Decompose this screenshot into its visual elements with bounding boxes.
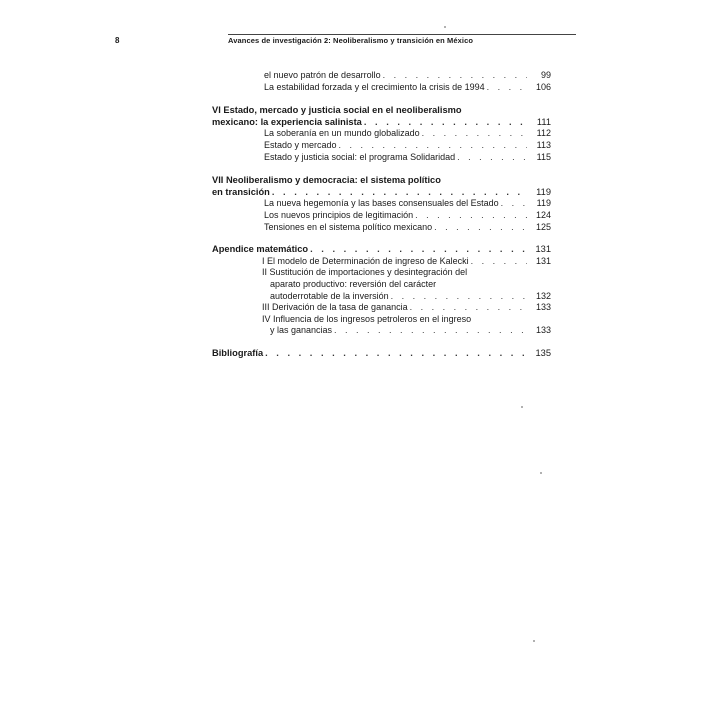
toc-entry-label: y las ganancias (270, 325, 333, 336)
spacer (212, 163, 551, 175)
toc-entry-label: I El modelo de Determinación de ingreso de Kalecki (262, 255, 469, 266)
toc-entry-label: La estabilidad forzada y el crecimiento la crisis de 1994 (264, 81, 485, 92)
scan-speck (540, 472, 542, 474)
chapter-heading-label: mexicano: la experiencia salinista (212, 116, 362, 127)
toc-entry (212, 302, 551, 314)
chapter-heading (212, 348, 551, 360)
toc-entry-page: 135 (535, 347, 551, 358)
leader-dots (487, 82, 527, 94)
toc-entry-page: 124 (535, 209, 551, 220)
scan-speck (533, 640, 535, 642)
toc-entry (212, 70, 551, 82)
toc-entry (212, 210, 551, 222)
toc-entry-page: 119 (536, 198, 551, 209)
toc-entry-label: La nueva hegemonía y las bases consensuales del Estado (264, 198, 499, 209)
chapter-heading (212, 244, 551, 256)
toc-entry-label: III Derivación de la tasa de ganancia (262, 302, 408, 313)
spacer (212, 337, 551, 348)
running-head: Avances de investigación 2: Neoliberalismo y transición en México (228, 36, 474, 45)
toc-entry-page: 133 (535, 325, 551, 336)
toc-entry-page: 115 (536, 151, 551, 162)
header-rule (228, 34, 576, 35)
leader-dots (422, 128, 527, 140)
toc-entry-page: 112 (536, 128, 551, 139)
leader-dots (339, 140, 527, 152)
chapter-heading (212, 187, 551, 199)
leader-dots (391, 291, 527, 303)
toc-entry-page: 125 (535, 221, 551, 232)
toc-entry (212, 291, 551, 303)
toc-entry-label: Tensiones en el sistema político mexicano (264, 221, 433, 232)
toc-entry-page: 131 (535, 244, 551, 255)
leader-dots (364, 117, 527, 129)
toc-entry (212, 222, 551, 234)
toc-entry-label: Estado y justicia social: el programa Solidaridad (264, 151, 456, 162)
toc-entry-label: autoderrotable de la inversión (270, 290, 389, 301)
leader-dots (457, 152, 527, 164)
leader-dots (471, 256, 527, 268)
toc-entry-page: 106 (535, 81, 551, 92)
toc-entry (212, 314, 551, 326)
toc-entry-label: aparato productivo: reversión del carácter (270, 278, 437, 289)
toc-entry-label: II Sustitución de importaciones y desintegración del (262, 267, 468, 278)
toc-entry (212, 279, 551, 291)
toc-entry-page: 119 (536, 186, 551, 197)
chapter-heading (212, 105, 551, 117)
leader-dots (434, 222, 527, 234)
toc-entry (212, 140, 551, 152)
toc-entry-page: 131 (535, 255, 551, 266)
leader-dots (501, 198, 527, 210)
chapter-heading (212, 175, 551, 187)
toc-entry-page: 99 (540, 70, 551, 80)
leader-dots (334, 325, 527, 337)
toc-entry-label: Estado y mercado (264, 139, 337, 150)
table-of-contents (212, 70, 551, 359)
chapter-heading (212, 117, 551, 129)
toc-entry-page: 113 (536, 139, 551, 150)
toc-entry-label: el nuevo patrón de desarrollo (264, 70, 381, 80)
chapter-heading-label: VII Neoliberalismo y democracia: el sistema político (212, 175, 441, 186)
toc-entry-label: Los nuevos principios de legitimación (264, 209, 414, 220)
chapter-heading-label: Bibliografía (212, 347, 264, 358)
toc-entry-page: 132 (535, 290, 551, 301)
leader-dots (383, 70, 527, 82)
chapter-heading-label: en transición (212, 186, 270, 197)
toc-entry (212, 267, 551, 279)
toc-entry (212, 128, 551, 140)
toc-entry (212, 256, 551, 268)
toc-entry-label: IV Influencia de los ingresos petroleros en el ingreso (262, 313, 472, 324)
leader-dots (310, 244, 527, 256)
toc-entry (212, 198, 551, 210)
spacer (212, 233, 551, 244)
chapter-heading-label: Apendice matemático (212, 244, 309, 255)
toc-entry-page: 111 (536, 116, 551, 127)
scan-speck (444, 26, 446, 28)
toc-entry (212, 82, 551, 94)
leader-dots (272, 187, 527, 199)
chapter-heading-label: VI Estado, mercado y justicia social en el neoliberalismo (212, 105, 462, 116)
scan-speck (521, 406, 523, 408)
toc-entry-page: 133 (535, 302, 551, 313)
toc-entry (212, 152, 551, 164)
leader-dots (265, 348, 527, 360)
toc-entry-label: La soberanía en un mundo globalizado (264, 128, 420, 139)
leader-dots (415, 210, 527, 222)
leader-dots (410, 302, 527, 314)
spacer (212, 93, 551, 105)
page-number: 8 (115, 36, 120, 45)
toc-entry (212, 325, 551, 337)
